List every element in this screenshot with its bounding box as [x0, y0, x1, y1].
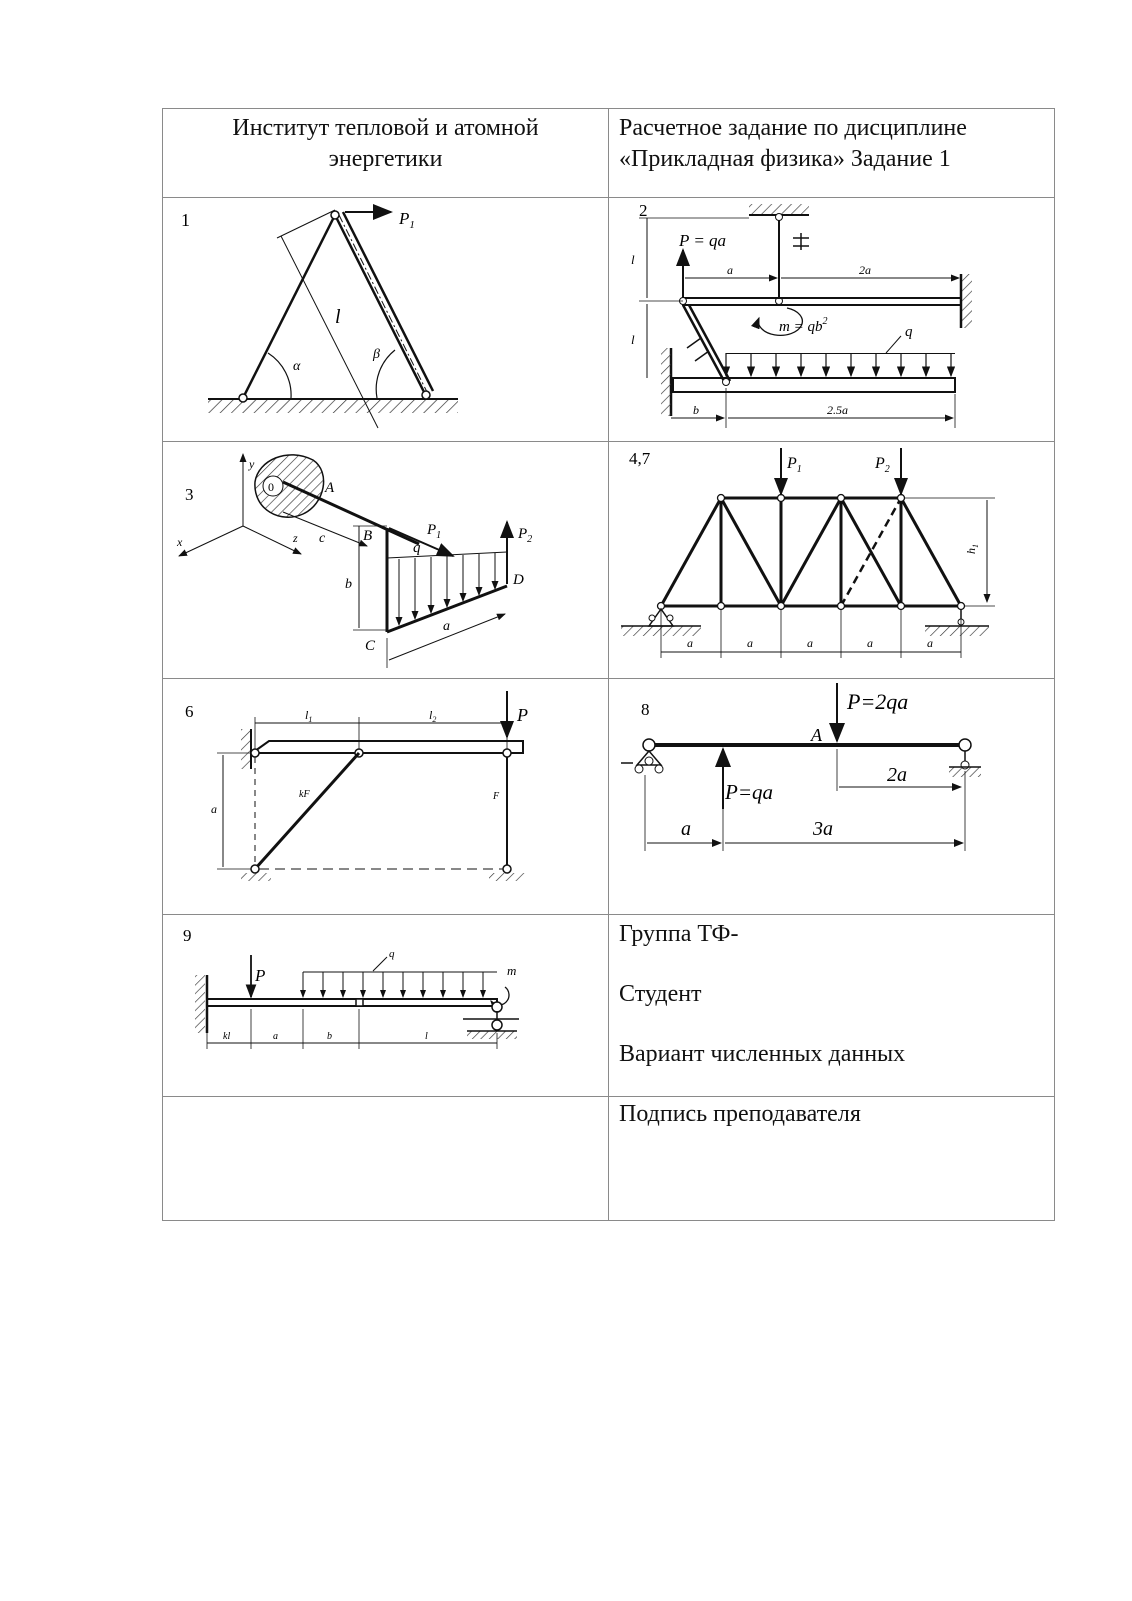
dim-2-5a: 2.5a: [827, 402, 848, 417]
student-info-cell: [609, 915, 1055, 1096]
length-label: l: [335, 305, 341, 328]
right-rod: [335, 215, 425, 394]
alpha-arc: [268, 353, 291, 398]
force-p1-label: $P_1$: [399, 208, 415, 231]
problem-9-number: 9: [183, 926, 192, 946]
problem-2-cell: [609, 197, 1055, 441]
dim-c: c: [319, 530, 326, 546]
inclined-rod: [683, 305, 724, 381]
force-qa-label: P=qa: [725, 779, 773, 804]
task-line2: «Прикладная физика» Задание 1: [619, 146, 951, 172]
problem-1-cell: [163, 197, 609, 441]
problem-1-number: 1: [181, 209, 190, 230]
signature-label: Подпись преподавателя: [619, 1100, 861, 1127]
dim-a: a: [211, 801, 217, 816]
pinned-support: [643, 739, 655, 751]
institute-line2: энергетики: [328, 146, 443, 172]
beam: [207, 999, 497, 1006]
left-rod: [243, 215, 335, 398]
force-p2-label: $P_2$: [875, 454, 890, 475]
axis-z-label: z: [293, 530, 298, 545]
dim-l-bottom: l: [631, 331, 635, 347]
q-label: q: [413, 539, 421, 556]
problem-4-7-diagram: [609, 442, 1055, 677]
problem-4-7-number: 4,7: [629, 448, 651, 468]
problem-9-cell: [163, 915, 609, 1096]
dim-a: a: [273, 1031, 278, 1043]
dim-b: b: [345, 576, 352, 592]
axis-y-label: y: [249, 456, 255, 471]
inclined-rod-kf: [255, 753, 359, 869]
upper-beam: [683, 298, 961, 305]
height-label: $h_1$: [964, 543, 980, 554]
institute-cell: [163, 109, 609, 198]
q-label: q: [389, 948, 395, 961]
q-label: q: [905, 323, 913, 340]
point-a-label: A: [325, 479, 335, 496]
assignment-table: [162, 108, 1055, 1221]
problem-3-diagram: [163, 442, 609, 677]
force-2qa-label: P=2qa: [847, 688, 909, 714]
problem-6-number: 6: [185, 701, 194, 721]
dim-2a: 2a: [859, 262, 871, 277]
group-label: Группа ТФ-: [619, 921, 739, 948]
variant-label: Вариант численных данных: [619, 1041, 906, 1068]
dim-a: a: [687, 635, 693, 650]
dim-b: b: [327, 1031, 332, 1043]
institute-line1: Институт тепловой и атомной: [232, 115, 539, 141]
beam: [255, 741, 523, 753]
roller-support: [959, 739, 971, 751]
force-p1-label: $P_1$: [787, 454, 802, 475]
dim-a: a: [747, 635, 753, 650]
dim-3a: 3a: [813, 817, 833, 840]
dim-a: a: [727, 262, 733, 277]
force-p-label: P: [517, 704, 528, 725]
dim-b: b: [693, 402, 699, 417]
problem-9-diagram: [163, 915, 609, 1095]
left-wall: [241, 729, 251, 769]
distributed-load-line: [726, 353, 955, 354]
problem-4-7-cell: [609, 441, 1055, 678]
problem-8-diagram: [609, 679, 1055, 914]
problem-2-diagram: [609, 198, 1055, 440]
right-wall: [962, 274, 972, 328]
moment-label: $m = qb^2$: [779, 315, 828, 335]
dim-l-top: l: [631, 251, 635, 267]
left-wall: [661, 348, 671, 416]
dim-2a: 2a: [887, 763, 907, 786]
student-label: Студент: [619, 981, 702, 1008]
dim-a: a: [867, 635, 873, 650]
problem-2-number: 2: [639, 200, 648, 220]
moment-label: m: [507, 963, 517, 979]
rod-kf-label: kF: [299, 788, 310, 800]
dim-l1: $l_1$: [305, 707, 313, 724]
force-p-label: P = qa: [679, 230, 727, 250]
problem-8-cell: [609, 678, 1055, 915]
dim-a: a: [681, 817, 691, 840]
force-p1-label: $P_1$: [427, 521, 442, 541]
force-p1-arrow: [389, 528, 453, 556]
task-line1: Расчетное задание по дисциплине: [619, 115, 967, 141]
dim-kl: kl: [223, 1031, 231, 1043]
problem-3-cell: [163, 441, 609, 678]
hinge: [356, 999, 363, 1006]
task-title-cell: [609, 109, 1055, 198]
problem-6-diagram: [163, 679, 609, 914]
rod-f-label: F: [493, 790, 500, 802]
dim-a: a: [443, 618, 450, 634]
point-a-label: A: [811, 724, 822, 745]
roller-support: [492, 1002, 502, 1012]
axis-x-label: x: [177, 534, 183, 549]
hinge: [331, 211, 339, 219]
axis-x: [179, 526, 243, 556]
problem-3-number: 3: [185, 484, 194, 504]
beta-label: β: [373, 346, 380, 362]
point-c-label: C: [365, 637, 376, 654]
dim-a: a: [807, 635, 813, 650]
hinge: [422, 391, 430, 399]
dim-l2: $l_2$: [429, 707, 437, 724]
truss: [661, 498, 961, 606]
force-p-label: P: [255, 966, 266, 986]
signature-cell: [609, 1096, 1055, 1220]
dim-l: l: [425, 1031, 428, 1043]
force-p2-label: $P_2$: [518, 525, 533, 545]
problem-8-number: 8: [641, 699, 650, 719]
problem-1-diagram: [163, 198, 609, 440]
problem-6-cell: [163, 678, 609, 915]
empty-cell: [163, 1096, 609, 1220]
hinge: [239, 394, 247, 402]
point-b-label: B: [363, 527, 373, 544]
dim-a: a: [927, 635, 933, 650]
point-d-label: D: [513, 571, 524, 588]
origin-label: 0: [268, 479, 274, 494]
alpha-label: α: [293, 358, 301, 374]
lower-beam: [673, 378, 955, 392]
left-wall: [195, 975, 205, 1033]
